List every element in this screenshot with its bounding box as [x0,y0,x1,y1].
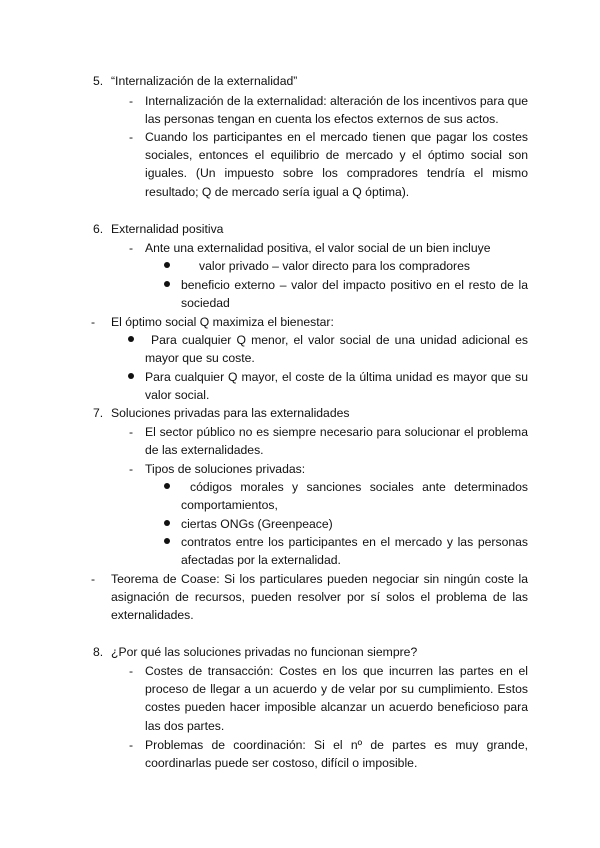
dash-marker: - [129,130,134,144]
dash-marker: - [129,738,134,752]
s6-bullet-1: valor privado – valor directo para los compradores [199,259,470,273]
s7-dash-item-2: Tipos de soluciones privadas: [145,462,306,476]
s6-outer-dash: El óptimo social Q maximiza el bienestar: [111,315,334,329]
s5-dash-item-2: Cuando los participantes en el mercado tienen que pagar los costes sociales, entonces el equilibrio de mercado y el óptimo social son iguales. (Un impuesto sobre los compradores tendría el mismo resultado; Q de mercado sería igual a Q óptima). [145,130,528,199]
s6-bullet-2: beneficio externo – valor del impacto positivo en el resto de la sociedad [181,278,528,311]
s7-bullet-2: ciertas ONGs (Greenpeace) [181,517,333,531]
s6-bullet-3: Para cualquier Q menor, el valor social de una unidad adicional es mayor que su coste. [145,333,528,366]
s8-dash-item-2: Problemas de coordinación: Si el nº de partes es muy grande, coordinarlas puede ser costoso, difícil o imposible. [145,738,528,771]
bullet-icon [164,262,170,268]
s8-dash-item-1: Costes de transacción: Costes en los que incurren las partes en el proceso de llegar a un acuerdo y de velar por su cumplimiento. Estos costes pueden hacer imposible alcanzar un acuerdo beneficioso para las dos partes. [145,664,528,733]
s7-bullet-1: códigos morales y sanciones sociales ante determinados comportamientos, [181,480,528,513]
bullet-icon [164,538,170,544]
dash-marker: - [129,664,134,678]
bullet-icon [128,336,134,342]
dash-marker: - [129,94,134,108]
s6-dash-item-1: Ante una externalidad positiva, el valor social de un bien incluye [145,241,491,255]
section-7-heading: Soluciones privadas para las externalidades [111,406,350,420]
section-6-number: 6. [93,222,104,236]
s7-coase-theorem: Teorema de Coase: Si los particulares pueden negociar sin ningún coste la asignación de recursos, pueden resolver por sí solos el problema de las externalidades. [111,572,528,623]
bullet-icon [164,281,170,287]
bullet-icon [164,520,170,526]
s7-dash-item-1: El sector público no es siempre necesario para solucionar el problema de las externalidades. [145,425,528,458]
bullet-icon [128,373,134,379]
section-7-number: 7. [93,406,104,420]
section-5-heading: “Internalización de la externalidad” [111,74,298,88]
dash-marker: - [91,315,96,329]
dash-marker: - [129,425,134,439]
s5-dash-item-1: Internalización de la externalidad: alteración de los incentivos para que las personas tengan en cuenta los efectos externos de sus actos. [145,94,528,127]
section-6-heading: Externalidad positiva [111,222,224,236]
section-8-number: 8. [93,645,104,659]
dash-marker: - [129,462,134,476]
section-8-heading: ¿Por qué las soluciones privadas no funcionan siempre? [111,645,418,659]
section-5-number: 5. [93,74,104,88]
bullet-icon [164,483,170,489]
s7-bullet-3: contratos entre los participantes en el mercado y las personas afectadas por la externalidad. [181,535,528,568]
s6-bullet-4: Para cualquier Q mayor, el coste de la última unidad es mayor que su valor social. [145,370,528,403]
dash-marker: - [91,572,96,586]
dash-marker: - [129,241,134,255]
